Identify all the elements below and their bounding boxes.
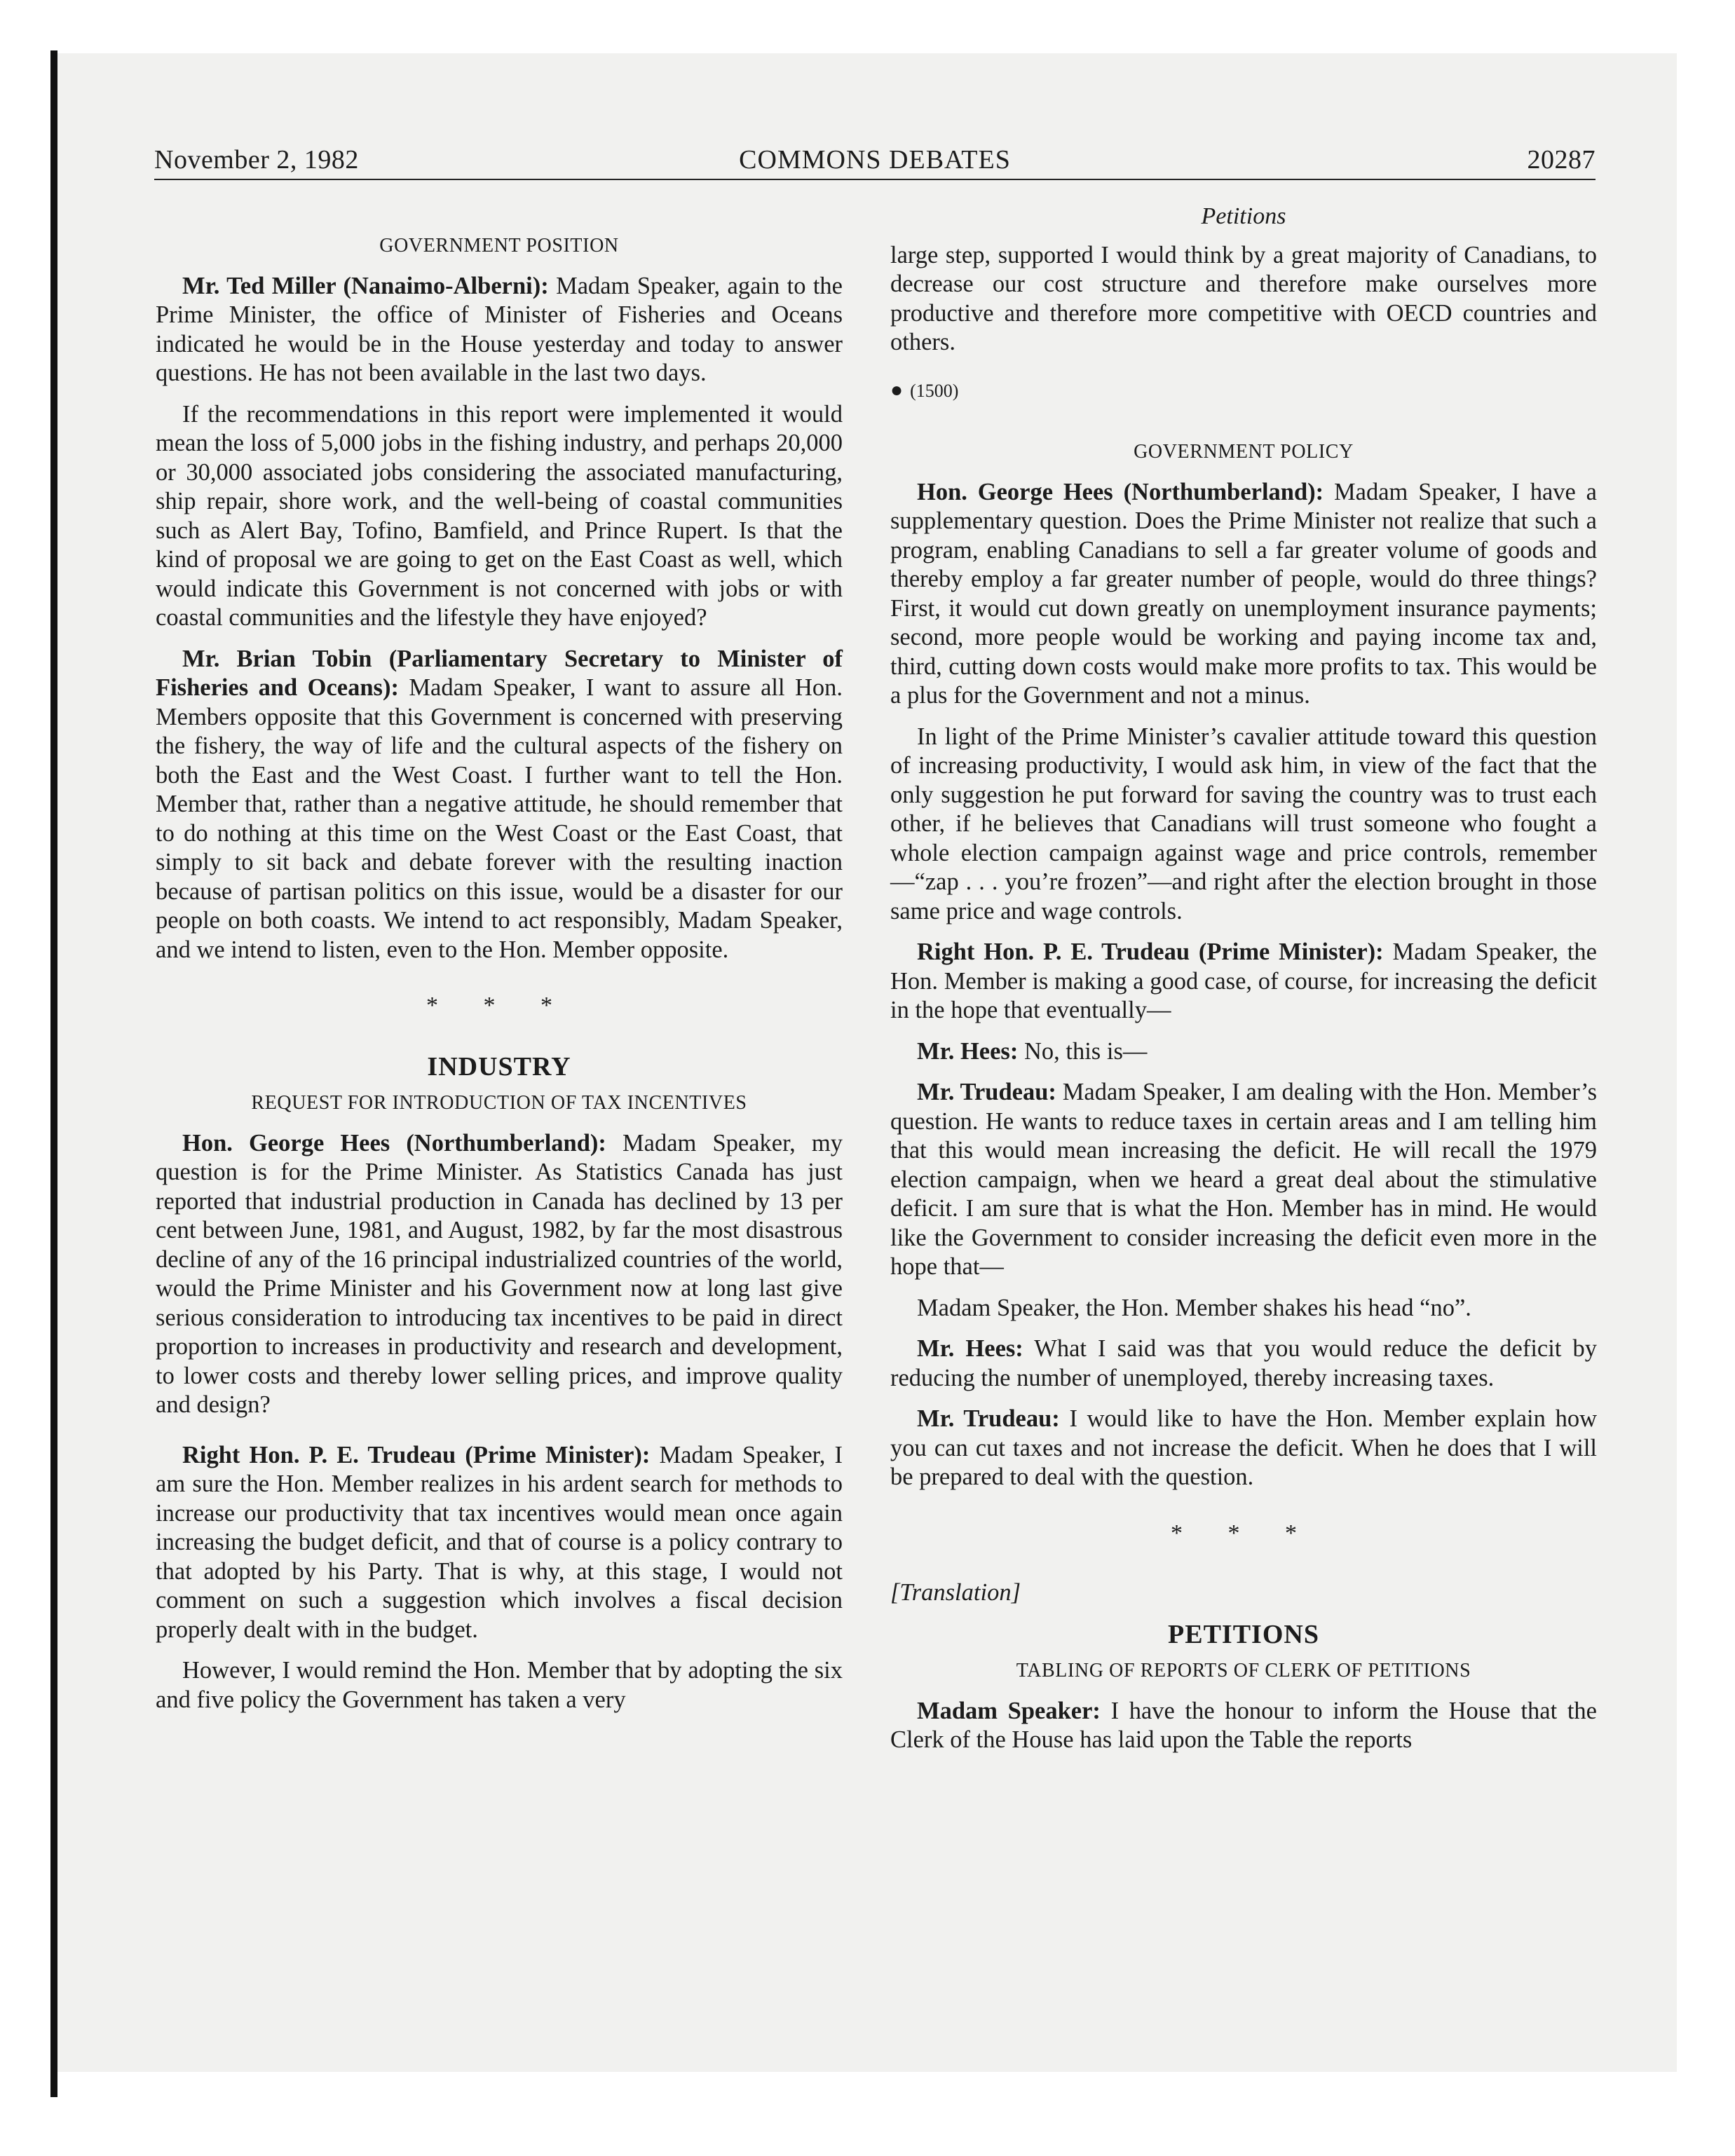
paragraph-continued: large step, supported I would think by a great majority of Canadians, to decrease our cost structure and therefore make ourselves more productive and therefore more competitive with OECD countries and others. [890,241,1597,355]
header-rule [154,179,1595,180]
section-separator: * * * [1171,1520,1316,1546]
section-separator: * * * [426,992,572,1018]
speaker-name: Hon. George Hees (Northumberland): [182,1129,606,1157]
left-column [156,231,843,1726]
speaker-name: Right Hon. P. E. Trudeau (Prime Minister): [182,1441,651,1468]
paragraph-text: Madam Speaker, I am sure the Hon. Member realizes in his ardent search for methods to increase our productivity that tax incentives would mean once again increasing the budget deficit, and that of course is a policy contrary to that adopted by his Party. That is why, at this stage, I would not comment on such a suggestion which involves a fiscal decision properly dealt with in the budget. [156,1441,843,1643]
heading-government-position: GOVERNMENT POSITION [379,235,619,257]
subheading-tax-incentives: REQUEST FOR INTRODUCTION OF TAX INCENTIVES [251,1092,747,1114]
header-title: COMMONS DEBATES [739,145,1011,175]
page-header [154,144,1595,179]
heading-industry: INDUSTRY [427,1051,571,1082]
paragraph-hees-continued: In light of the Prime Minister’s cavalier attitude toward this question of increasing productivity, I would ask him, in view of the fact that the only suggestion he put forward for saving the country was to trust each other, if he believes that Canadians will trust someone who fought a whole election campaign against wage and price controls, remember—“zap . . . you’re frozen”—and right after the election brought in those same price and wage controls. [890,723,1597,925]
bullet-icon: ● [890,378,904,402]
speaker-name: Mr. Hees: [917,1037,1019,1065]
translation-note: [Translation] [890,1579,1021,1606]
paragraph-trudeau-continued: However, I would remind the Hon. Member that by adopting the six and five policy the Government has taken a very [156,1657,843,1713]
paragraph-text: Madam Speaker, again to the Prime Minister, the office of Minister of Fisheries and Oceans indicated he would be in the House yesterday and today to answer questions. He has not been available in the last two days. [156,272,843,386]
paragraph-text: What I said was that you would reduce the deficit by reducing the number of unemployed, thereby increasing taxes. [890,1335,1597,1391]
paragraph-miller-continued: If the recommendations in this report were implemented it would mean the loss of 5,000 jobs in the fishing industry, and perhaps 20,000 or 30,000 associated jobs considering the associated manufacturing, ship repair, shore work, and the well-being of coastal communities such as Alert Bay, Tofino, Bamfield, and Prince Rupert. Is that the kind of proposal we are going to get on the East Coast as well, which would indicate this Government is not concerned with jobs or with coastal communities and the lifestyle they have enjoyed? [156,400,843,631]
paragraph-trudeau-reply [890,938,1597,1025]
right-column [890,202,1597,1767]
paragraph-tobin [156,645,843,965]
timestamp-text: (1500) [910,380,959,401]
heading-government-policy: GOVERNMENT POLICY [1134,441,1354,463]
running-head: Petitions [1201,203,1286,229]
paragraph-trudeau-answer [156,1441,843,1645]
paragraph-text: Madam Speaker, the Hon. Member is making a good case, of course, for increasing the deficit in the hope that eventually— [890,939,1597,1023]
timestamp [890,376,1597,406]
paragraph-hees-supplementary [890,478,1597,711]
subheading-tabling-reports: TABLING OF REPORTS OF CLERK OF PETITIONS [1016,1660,1471,1681]
paragraph-text: Madam Speaker, I am dealing with the Hon. Member’s question. He wants to reduce taxes in certain areas and I am telling him that this would mean increasing the deficit. He will recall the 1979 election campaign, when we heard a great deal about the stimulative deficit. I am sure that is what the Hon. Member has in mind. He would like the Government to consider increasing the deficit even more in the hope that— [890,1079,1597,1280]
paragraph-trudeau-head-shake: Madam Speaker, the Hon. Member shakes his head “no”. [917,1294,1471,1321]
speaker-name: Madam Speaker: [917,1697,1101,1724]
paragraph-miller [156,272,843,388]
paragraph-trudeau-deficit [890,1078,1597,1282]
speaker-name: Mr. Hees: [917,1335,1023,1362]
paragraph-text: No, this is— [1018,1037,1148,1065]
speaker-name: Mr. Trudeau: [917,1079,1056,1105]
header-page-number: 20287 [1527,145,1595,175]
paragraph-hees-reply [890,1335,1597,1393]
paragraph-trudeau-final [890,1405,1597,1492]
header-date: November 2, 1982 [154,145,359,175]
speaker-name: Mr. Trudeau: [917,1405,1060,1432]
speaker-name: Mr. Brian Tobin (Parliamentary Secretary to Minister of Fisheries and Oceans): [156,645,843,701]
paragraph-text: I would like to have the Hon. Member explain how you can cut taxes and not increase the deficit. When he does that I will be prepared to deal with the question. [890,1405,1597,1490]
heading-petitions: PETITIONS [1168,1619,1319,1649]
speaker-name: Hon. George Hees (Northumberland): [917,478,1324,505]
scan-edge [50,50,57,2097]
paragraph-text: I have the honour to inform the House that the Clerk of the House has laid upon the Table the reports [890,1697,1597,1753]
paragraph-hees-interjection [890,1037,1597,1067]
speaker-name: Right Hon. P. E. Trudeau (Prime Minister): [917,939,1384,965]
speaker-name: Mr. Ted Miller (Nanaimo-Alberni): [182,272,549,299]
paragraph-madam-speaker [890,1697,1597,1755]
paragraph-text: Madam Speaker, I want to assure all Hon. Members opposite that this Government is concerned with preserving the fishery, the way of life and the cultural aspects of the fishery on both the East and the West Coast. I further want to tell the Hon. Member that, rather than a negative attitude, he should remember that to do nothing at this time on the West Coast or the East Coast, that simply to sit back and debate forever with the resulting inaction because of partisan politics on this issue, would be a disaster for our people on both coasts. We intend to act responsibly, Madam Speaker, and we intend to listen, even to the Hon. Member opposite. [156,674,843,963]
paragraph-text: Madam Speaker, I have a supplementary question. Does the Prime Minister not realize that such a program, enabling Canadians to sell a far greater volume of goods and thereby employ a far greater number of people, would do three things? First, it would cut down greatly on unemployment insurance payments; second, more people would be working and paying income tax and, third, cutting down costs would make more profits to tax. This would be a plus for the Government and not a minus. [890,478,1597,709]
paragraph-hees-question [156,1129,843,1420]
paragraph-text: Madam Speaker, my question is for the Prime Minister. As Statistics Canada has just reported that industrial production in Canada has declined by 13 per cent between June, 1981, and August, 1982, by far the most disastrous decline of any of the 16 principal industrialized countries of the world, would the Prime Minister and his Government now at long last give serious consideration to introducing tax incentives to be paid in direct proportion to increases in productivity and research and development, to lower costs and thereby lower selling prices, and improve quality and design? [156,1129,843,1418]
